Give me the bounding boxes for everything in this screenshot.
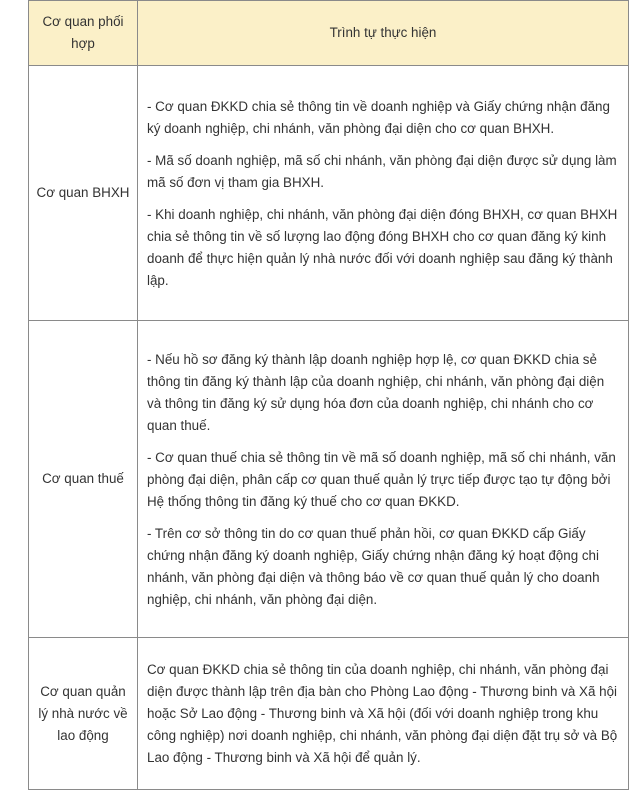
step-paragraph: - Khi doanh nghiệp, chi nhánh, văn phòng đại diện đóng BHXH, cơ quan BHXH chia sẻ thông tin về số lượng lao động đóng BHXH cho cơ quan đăng ký kinh doanh để thực hiện quản lý nhà nước đối với doanh nghiệp sau đăng ký thành lập. bbox=[147, 206, 618, 288]
steps-cell bbox=[138, 321, 629, 638]
steps-cell bbox=[138, 66, 629, 321]
step-paragraph: - Nếu hồ sơ đăng ký thành lập doanh nghiệp hợp lệ, cơ quan ĐKKD chia sẻ thông tin đăng ký thành lập của doanh nghiệp, chi nhánh, văn phòng đại diện và thông tin đăng ký sử dụng hóa đơn của doanh nghiệp, chi nhánh cho cơ quan thuế. bbox=[147, 351, 605, 433]
table-row-thue bbox=[29, 321, 629, 638]
step-paragraph: Cơ quan ĐKKD chia sẻ thông tin của doanh nghiệp, chi nhánh, văn phòng đại diện được thành lập trên địa bàn cho Phòng Lao động - Thương binh và Xã hội hoặc Sở Lao động - Thương binh và Xã hội (đối với doanh nghiệp trong khu công nghiệp) nơi doanh nghiệp, chi nhánh, văn phòng đại diện đặt trụ sở và Bộ Lao động - Thương binh và Xã hội để quản lý. bbox=[147, 662, 618, 765]
header-steps: Trình tự thực hiện bbox=[138, 1, 629, 66]
steps-cell bbox=[138, 638, 629, 790]
agency-cell: Cơ quan thuế bbox=[29, 321, 138, 638]
step-paragraph: - Trên cơ sở thông tin do cơ quan thuế phản hồi, cơ quan ĐKKD cấp Giấy chứng nhận đăng ký doanh nghiệp, Giấy chứng nhận đăng ký hoạt động chi nhánh, văn phòng đại diện và thông báo về cơ quan thuế quản lý cho doanh nghiệp, chi nhánh, văn phòng đại diện. bbox=[147, 525, 600, 607]
coordination-table bbox=[28, 0, 629, 790]
agency-cell: Cơ quan quản lý nhà nước về lao động bbox=[29, 638, 138, 790]
table-row-lao-dong bbox=[29, 638, 629, 790]
header-agency: Cơ quan phối hợp bbox=[29, 1, 138, 66]
step-paragraph: - Mã số doanh nghiệp, mã số chi nhánh, văn phòng đại diện được sử dụng làm mã số đơn vị tham gia BHXH. bbox=[147, 152, 617, 190]
step-paragraph: - Cơ quan thuế chia sẻ thông tin về mã số doanh nghiệp, mã số chi nhánh, văn phòng đại diện, phân cấp cơ quan thuế quản lý trực tiếp được tạo tự động bởi Hệ thống thông tin đăng ký thuế cho cơ quan ĐKKD. bbox=[147, 449, 616, 509]
step-paragraph: - Cơ quan ĐKKD chia sẻ thông tin về doanh nghiệp và Giấy chứng nhận đăng ký doanh nghiệp, chi nhánh, văn phòng đại diện cho cơ quan BHXH. bbox=[147, 98, 610, 136]
table-header-row bbox=[29, 1, 629, 66]
agency-cell: Cơ quan BHXH bbox=[29, 66, 138, 321]
table-row-bhxh bbox=[29, 66, 629, 321]
